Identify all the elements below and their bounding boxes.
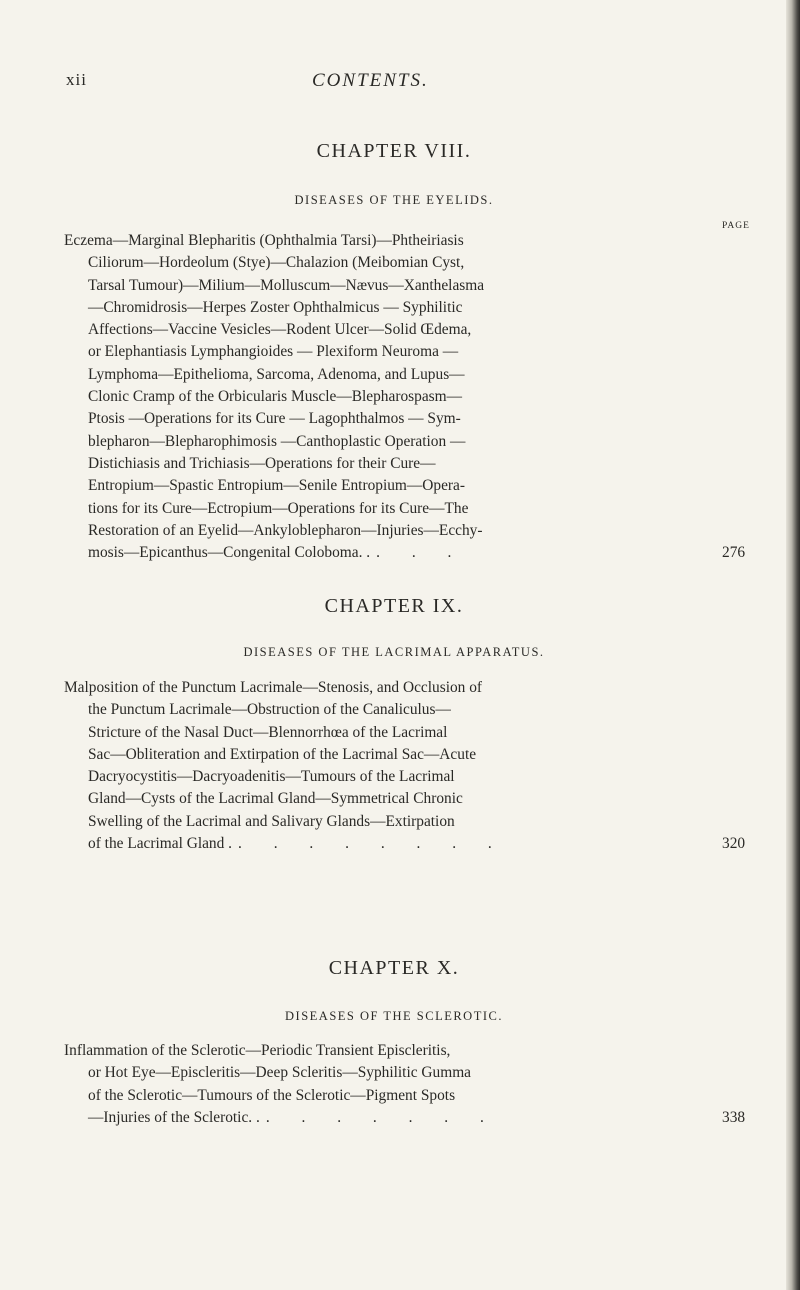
contents-line: Eczema—Marginal Blepharitis (Ophthalmia Tarsi)—Phtheiriasis [64, 232, 464, 249]
folio-number: xii [66, 70, 87, 89]
contents-last-line [64, 542, 746, 564]
contents-line-text: mosis—Epicanthus—Congenital Coloboma. . [88, 544, 371, 562]
contents-line: Stricture of the Nasal Duct—Blennorrhœa of the Lacrimal [88, 723, 448, 741]
contents-line: Swelling of the Lacrimal and Salivary Glands—Extirpation [88, 812, 455, 830]
contents-line: or Elephantiasis Lymphangioides — Plexiform Neuroma — [88, 343, 459, 361]
contents-line: Affections—Vaccine Vesicles—Rodent Ulcer—Solid Œdema, [88, 321, 472, 339]
dot-leader: . . . [376, 544, 466, 562]
chapter-heading: CHAPTER VIII. [316, 140, 472, 162]
running-head [0, 70, 788, 98]
chapter-contents-9 [64, 677, 746, 855]
chapter-subheading: DISEASES OF THE EYELIDS. [294, 193, 494, 207]
contents-line: or Hot Eye—Episcleritis—Deep Scleritis—Syphilitic Gumma [88, 1064, 471, 1082]
chapter-subheading: DISEASES OF THE LACRIMAL APPARATUS. [243, 645, 545, 659]
chapter-contents-8 [64, 230, 746, 564]
contents-line: of the Sclerotic—Tumours of the Sclerotic—Pigment Spots [88, 1086, 456, 1104]
dot-leader: . . . . . . . . [238, 835, 506, 853]
chapter-heading: CHAPTER X. [328, 957, 460, 979]
contents-line: Malposition of the Punctum Lacrimale—Stenosis, and Occlusion of [64, 679, 483, 696]
contents-line: Entropium—Spastic Entropium—Senile Entropium—Opera- [88, 477, 466, 495]
contents-line: Distichiasis and Trichiasis—Operations for their Cure— [88, 454, 436, 472]
contents-line-text: of the Lacrimal Gland . [88, 835, 233, 853]
contents-line: Restoration of an Eyelid—Ankyloblepharon—Injuries—Ecchy- [88, 521, 483, 539]
page-edge-shadow [786, 0, 800, 1290]
page-number: 320 [722, 835, 746, 853]
chapter-heading: CHAPTER IX. [324, 595, 464, 617]
contents-line: Dacryocystitis—Dacryoadenitis—Tumours of the Lacrimal [88, 768, 455, 786]
contents-last-line [64, 833, 746, 855]
chapter-subheading: DISEASES OF THE SCLEROTIC. [285, 1009, 503, 1023]
page-number: 276 [722, 544, 746, 562]
contents-line: —Chromidrosis—Herpes Zoster Ophthalmicus — Syphilitic [88, 298, 463, 316]
contents-line: Sac—Obliteration and Extirpation of the Lacrimal Sac—Acute [88, 745, 477, 763]
contents-line: blepharon—Blepharophimosis —Canthoplastic Operation — [88, 432, 466, 450]
contents-line: Inflammation of the Sclerotic—Periodic Transient Episcleritis, [64, 1042, 451, 1059]
dot-leader: . . . . . . . [265, 1108, 498, 1126]
chapter-contents-10 [64, 1040, 746, 1129]
contents-last-line [64, 1107, 746, 1129]
contents-line: Gland—Cysts of the Lacrimal Gland—Symmetrical Chronic [88, 790, 463, 808]
contents-line: the Punctum Lacrimale—Obstruction of the Canaliculus— [88, 701, 451, 719]
contents-line: Clonic Cramp of the Orbicularis Muscle—Blepharospasm— [88, 388, 463, 406]
running-title: CONTENTS. [312, 70, 429, 91]
contents-line: Ptosis —Operations for its Cure — Lagophthalmos — Sym- [88, 410, 461, 428]
contents-line: Tarsal Tumour)—Milium—Molluscum—Nævus—Xanthelasma [88, 276, 485, 294]
page-number: 338 [722, 1108, 746, 1126]
contents-line: Lymphoma—Epithelioma, Sarcoma, Adenoma, and Lupus— [88, 365, 465, 383]
page-column-label: PAGE [722, 221, 750, 231]
contents-line: Ciliorum—Hordeolum (Stye)—Chalazion (Meibomian Cyst, [88, 254, 465, 272]
contents-line: tions for its Cure—Ectropium—Operations for its Cure—The [88, 499, 469, 517]
contents-line-text: —Injuries of the Sclerotic. . [88, 1108, 260, 1126]
